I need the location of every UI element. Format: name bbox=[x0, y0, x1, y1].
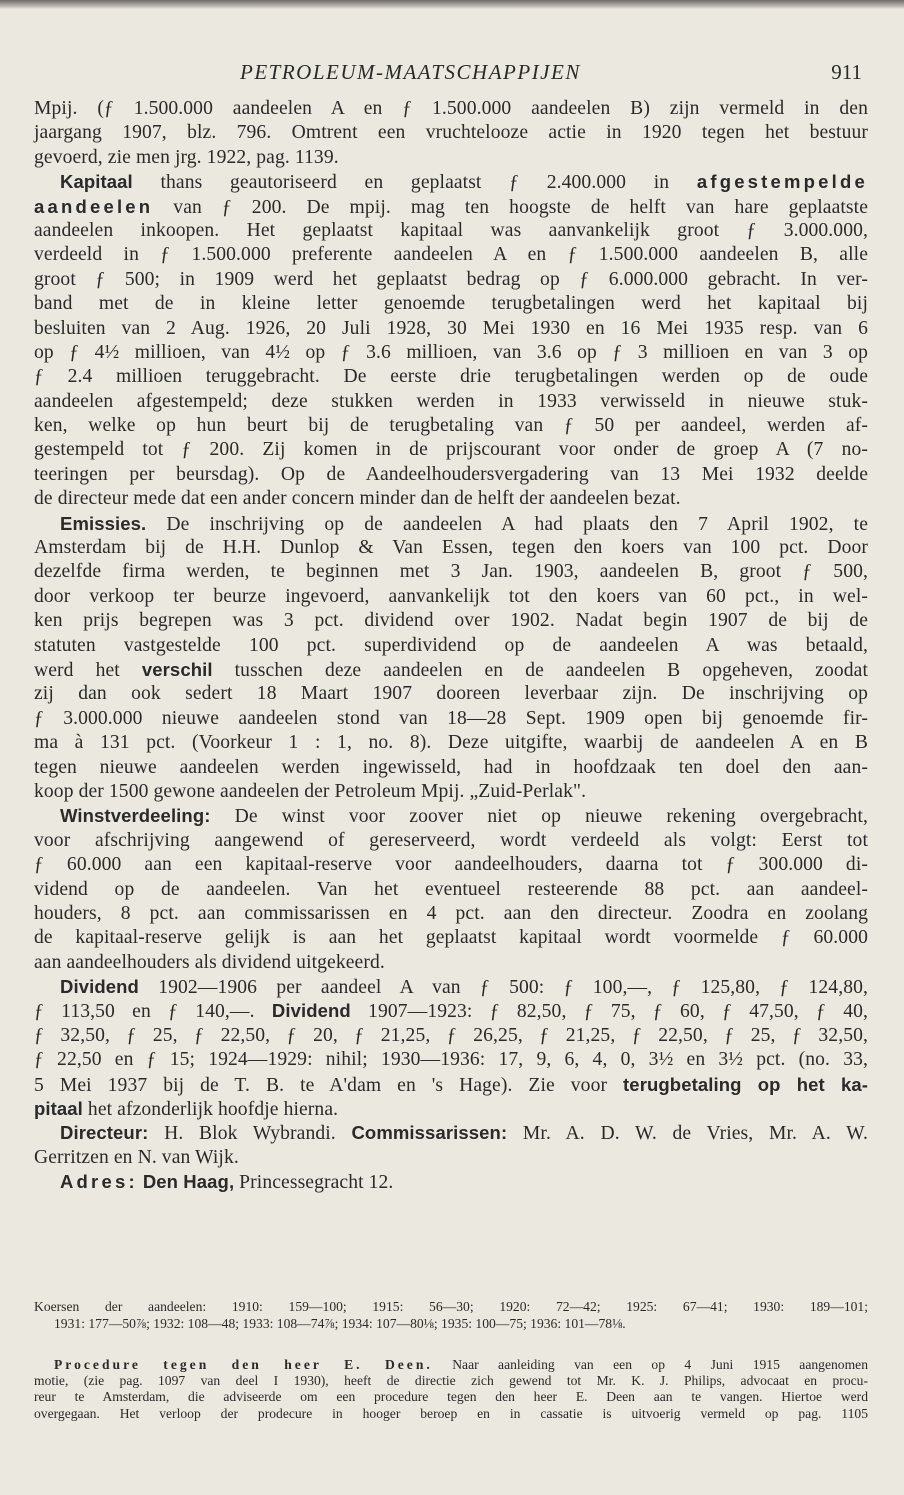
text-line: tegen nieuwe aandeelen werden ingewisseld, had in hoofdzaak ten doel den aan- bbox=[34, 756, 868, 778]
text-line: teeringen per beursdag). Op de Aandeelhoudersvergadering van 13 Mei 1932 deelde bbox=[34, 463, 868, 485]
text-line: Gerritzen en N. van Wijk. bbox=[34, 1146, 239, 1168]
adres-line bbox=[34, 1170, 868, 1194]
page-header bbox=[0, 60, 904, 90]
procedure-line: reur te Amsterdam, die adviseerde om een procedure tegen den heer E. Deen aan te vangen. Hiertoe werd bbox=[34, 1389, 868, 1405]
section-heading-winstverdeeling: Winstverdeeling: bbox=[60, 805, 211, 827]
section-heading-adres: Adres: bbox=[60, 1171, 138, 1193]
text-line: Amsterdam bij de H.H. Dunlop & Van Essen, tegen den koers van 100 pct. Door bbox=[34, 537, 868, 559]
text-line: de kapitaal-reserve gelijk is aan het geplaatst kapitaal wordt voormelde ƒ 60.000 bbox=[34, 927, 868, 949]
text-line: vidend op de aandeelen. Van het eventueel resteerende 88 pct. aan aandeel- bbox=[34, 878, 868, 900]
text-line: ƒ 3.000.000 nieuwe aandeelen stond van 18—28 Sept. 1909 open bij genoemde fir- bbox=[34, 707, 868, 729]
spaced-emphasis: aandeelen bbox=[34, 195, 154, 217]
page-number: 911 bbox=[831, 60, 862, 84]
running-title: PETROLEUM-MAATSCHAPPIJEN bbox=[240, 60, 581, 84]
winstverdeeling-line bbox=[34, 804, 868, 828]
koersen-line: 1931: 177—50⅞; 1932: 108—48; 1933: 108—74⅞; 1934: 107—80⅛; 1935: 100—75; 1936: 101—78⅛. bbox=[54, 1316, 626, 1331]
text-line bbox=[34, 1073, 868, 1097]
text-line: jaargang 1907, blz. 796. Omtrent een vruchtelooze actie in 1920 tegen het bestuur bbox=[34, 122, 868, 144]
text-line: groot ƒ 500; in 1909 werd het geplaatst bedrag op ƒ 6.000.000 gebracht. In ver- bbox=[34, 268, 868, 290]
procedure-title: Procedure tegen den heer E. Deen. bbox=[54, 1357, 433, 1372]
adres-city: Den Haag, bbox=[142, 1171, 235, 1193]
text-fragment: tusschen deze aandeelen en de aandeelen B opgeheven, zoodat bbox=[212, 659, 868, 681]
text-line: dezelfde firma werden, te beginnen met 3 Jan. 1903, aandeelen B, groot ƒ 500, bbox=[34, 561, 868, 583]
emissies-line bbox=[34, 512, 868, 536]
text-line bbox=[34, 1097, 868, 1121]
text-line: gestempeld tot ƒ 200. Zij komen in de prijscourant voor onder de groep A (7 no- bbox=[34, 439, 868, 461]
text-fragment: van ƒ 200. De mpij. mag ten hoogste de helft van hare geplaatste bbox=[153, 196, 868, 218]
text-fragment: het afzonderlijk hoofdje hierna. bbox=[82, 1099, 339, 1121]
procedure-line: motie, (zie pag. 1097 van deel I 1930), heeft de directie zich gewend tot Mr. K. J. Philips, advocaat en procu- bbox=[34, 1373, 868, 1389]
kapitaal-line bbox=[34, 170, 868, 194]
text-fragment: 1907—1923: ƒ 82,50, ƒ 75, ƒ 60, ƒ 47,50, ƒ 40, bbox=[350, 1001, 868, 1023]
section-heading-emissies: Emissies. bbox=[60, 512, 147, 534]
text-line: Mpij. (ƒ 1.500.000 aandeelen A en ƒ 1.500.000 aandeelen B) zijn vermeld in den bbox=[34, 98, 868, 119]
text-line: aan aandeelhouders als dividend uitgekeerd. bbox=[34, 951, 385, 973]
text-line: ken, welke op hun beurt bij de terugbetaling van ƒ 50 per aandeel, werden af- bbox=[34, 415, 868, 437]
section-heading-directeur: Directeur: bbox=[60, 1122, 149, 1144]
text-fragment: ƒ 113,50 en ƒ 140,—. bbox=[34, 1001, 272, 1023]
text-line: ƒ 60.000 aan een kapitaal-reserve voor aandeelhouders, daarna tot ƒ 300.000 di- bbox=[34, 854, 868, 876]
bold-term-verschil: verschil bbox=[141, 658, 213, 680]
section-heading-kapitaal: Kapitaal bbox=[60, 171, 133, 193]
text-line: koop der 1500 gewone aandeelen der Petroleum Mpij. „Zuid-Perlak". bbox=[34, 780, 587, 802]
text-line: statuten vastgestelde 100 pct. superdividend op de aandeelen A was betaald, bbox=[34, 634, 868, 656]
page-top-edge bbox=[0, 0, 904, 9]
text-line bbox=[34, 999, 868, 1023]
text-fragment: thans geautoriseerd en geplaatst ƒ 2.400.000 in bbox=[132, 172, 697, 194]
bold-term-pitaal: pitaal bbox=[34, 1098, 83, 1120]
text-fragment: De winst voor zoover niet op nieuwe rekening overgebracht, bbox=[210, 806, 868, 828]
section-heading-commissarissen: Commissarissen: bbox=[351, 1122, 508, 1144]
text-line: verdeeld in ƒ 1.500.000 preferente aandeelen A en ƒ 1.500.000 aandeelen B, alle bbox=[34, 244, 868, 266]
koersen-line: Koersen der aandeelen: 1910: 159—100; 1915: 56—30; 1920: 72—42; 1925: 67—41; 1930: 189—101; bbox=[34, 1299, 868, 1314]
text-line: band met de in kleine letter genoemde terugbetalingen werd het kapitaal bij bbox=[34, 293, 868, 315]
text-line: ƒ 32,50, ƒ 25, ƒ 22,50, ƒ 20, ƒ 21,25, ƒ 26,25, ƒ 21,25, ƒ 22,50, ƒ 25, ƒ 32,50, bbox=[34, 1024, 868, 1046]
text-fragment: werd het bbox=[34, 659, 142, 681]
bold-term-dividend: Dividend bbox=[271, 1000, 351, 1022]
procedure-note bbox=[34, 1357, 868, 1422]
procedure-line: overgegaan. Het verloop der prodecure in hooger beroep en in cassatie is uitvoerig vermeld op pag. 1105 bbox=[34, 1405, 868, 1421]
section-heading-dividend: Dividend bbox=[60, 976, 139, 998]
procedure-line bbox=[34, 1357, 868, 1373]
body-text bbox=[34, 97, 868, 1195]
text-fragment: Princessegracht 12. bbox=[234, 1172, 394, 1194]
text-line: houders, 8 pct. aan commissarissen en 4 pct. aan den directeur. Zoodra en zoolang bbox=[34, 902, 868, 924]
text-fragment: Naar aanleiding van een op 4 Juni 1915 aangenomen bbox=[432, 1357, 869, 1372]
text-line: aandeelen afgestempeld; deze stukken werden in 1933 verwisseld in nieuwe stuk- bbox=[34, 390, 868, 412]
text-line: ƒ 22,50 en ƒ 15; 1924—1929: nihil; 1930—1936: 17, 9, 6, 4, 0, 3½ en 3½ pct. (no. 33, bbox=[34, 1049, 868, 1071]
text-line: gevoerd, zie men jrg. 1922, pag. 1139. bbox=[34, 146, 339, 168]
text-line: op ƒ 4½ millioen, van 4½ op ƒ 3.6 millioen, van 3.6 op ƒ 3 millioen en van 3 op bbox=[34, 341, 868, 363]
text-line: zij dan ook sedert 18 Maart 1907 dooreen leverbaar zijn. De inschrijving op bbox=[34, 683, 868, 705]
text-line: besluiten van 2 Aug. 1926, 20 Juli 1928, 30 Mei 1930 en 16 Mei 1935 resp. van 6 bbox=[34, 317, 868, 339]
text-fragment: 5 Mei 1937 bij de T. B. te A'dam en 's Hage). Zie voor bbox=[34, 1074, 624, 1096]
text-fragment: H. Blok Wybrandi. bbox=[148, 1123, 352, 1145]
text-line bbox=[34, 195, 868, 219]
text-line: ƒ 2.4 millioen teruggebracht. De eerste drie terugbetalingen werden op de oude bbox=[34, 366, 868, 388]
directeur-line bbox=[34, 1121, 868, 1145]
text-fragment: De inschrijving op de aandeelen A had plaats den 7 April 1902, te bbox=[146, 513, 868, 535]
koersen-block bbox=[34, 1298, 868, 1332]
text-line: ma à 131 pct. (Voorkeur 1 : 1, no. 8). Deze uitgifte, waarbij de aandeelen A en B bbox=[34, 732, 868, 754]
text-line: door verkoop ter beurze ingevoerd, aanvankelijk tot den koers van 60 pct., in wel- bbox=[34, 585, 868, 607]
text-line: voor afschrijving aangewend of gereserveerd, wordt verdeeld als volgt: Eerst tot bbox=[34, 829, 868, 851]
spaced-emphasis: afgestempelde bbox=[696, 171, 868, 193]
dividend-line bbox=[34, 975, 868, 999]
text-line: aandeelen inkoopen. Het geplaatst kapitaal was aanvankelijk groot ƒ 3.000.000, bbox=[34, 219, 868, 241]
text-line bbox=[34, 658, 868, 682]
text-fragment: Mr. A. D. W. de Vries, Mr. A. W. bbox=[507, 1123, 868, 1145]
bold-term-terugbetaling: terugbetaling op het ka- bbox=[623, 1073, 868, 1095]
text-line: ken prijs begrepen was 3 pct. dividend over 1902. Nadat begin 1907 de bij de bbox=[34, 610, 868, 632]
text-fragment: 1902—1906 per aandeel A van ƒ 500: ƒ 100,—, ƒ 125,80, ƒ 124,80, bbox=[138, 977, 868, 999]
text-line: de directeur mede dat een ander concern minder dan de helft der aandeelen bezat. bbox=[34, 488, 681, 510]
